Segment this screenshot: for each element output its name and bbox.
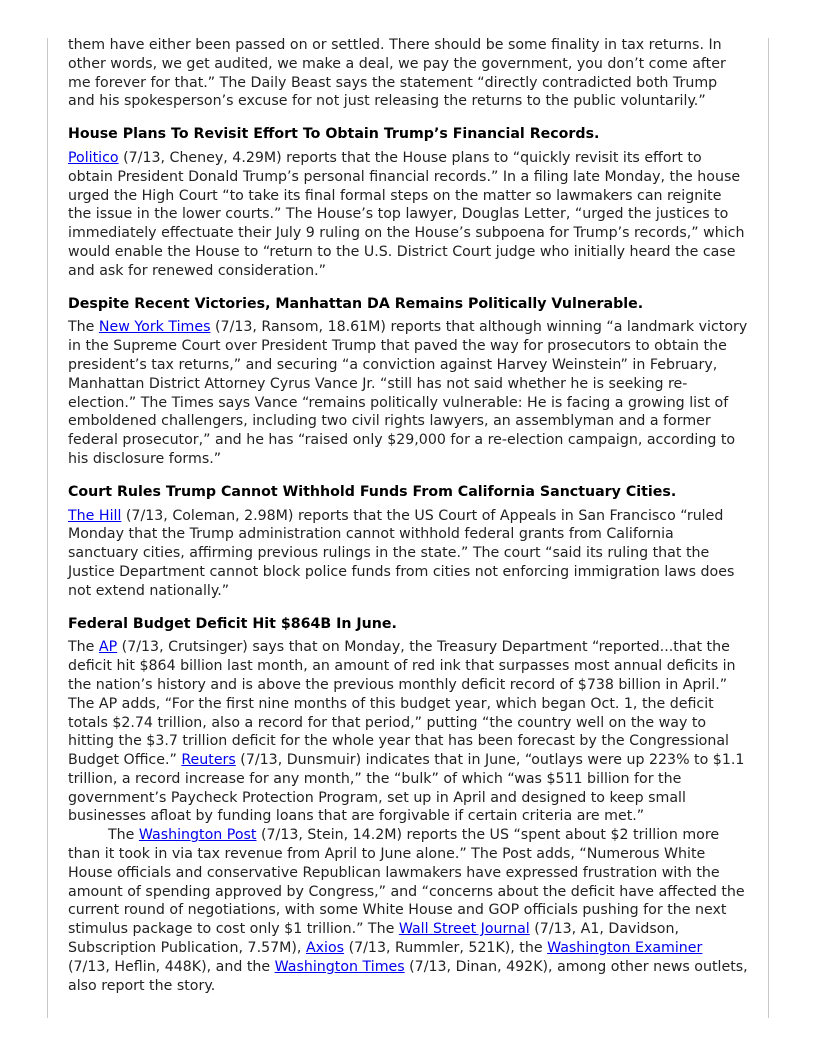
article-paragraph xyxy=(68,149,748,281)
link-politico[interactable]: Politico xyxy=(68,149,119,166)
paragraph-text: The xyxy=(68,319,99,336)
paragraph-text: (7/13, Dunsmuir) indicates that in June, “outlays were up 223% to $1.1 trillion, a record increase for any month,” the “bulk” of which “was $511 billion for the government’s Paycheck Protection Program, set up in April and designed to keep small businesses afloat by funding loans that are forgivable if certain criteria are met.” xyxy=(68,752,745,825)
article-paragraph xyxy=(68,507,748,601)
article-paragraph xyxy=(68,638,748,826)
article-house-financial-records xyxy=(68,125,748,280)
paragraph-text: (7/13, Stein, 14.2M) reports the US “spent about $2 trillion more than it took in via tax revenue from April to June alone.” The Post adds, “Numerous White House officials and conservative Republican lawmakers have expressed frustration with the amount of spending approved by Congress,” and “concerns about the deficit have affected the current round of negotiations, with some White House and GOP officials pushing for the next stimulus package to cost only $1 trillion.” The xyxy=(68,827,745,938)
paragraph-text: (7/13, A1, Davidson, Subscription Publication, 7.57M), xyxy=(68,921,679,957)
article-sanctuary-cities xyxy=(68,483,748,601)
article-manhattan-da xyxy=(68,295,748,469)
paragraph-text: (7/13, Dinan, 492K), among other news outlets, also report the story. xyxy=(68,958,748,994)
link-wall-street-journal[interactable]: Wall Street Journal xyxy=(398,921,530,938)
paragraph-text: (7/13, Crutsinger) says that on Monday, the Treasury Department “reported...that the deficit hit $864 billion last month, an amount of red ink that surpasses most annual deficits in the nation’s history and is above the previous monthly deficit record of $738 billion in April.” The AP adds, “For the first nine months of this budget year, which began Oct. 1, the deficit totals $2.74 trillion, also a record for that period,” putting “the country well on the way to hitting the $3.7 trillion deficit for the whole year that has been forecast by the Congressional Budget Office.” xyxy=(68,639,736,769)
paragraph-text: (7/13, Coleman, 2.98M) reports that the US Court of Appeals in San Francisco “ruled Monday that the Trump administration cannot withhold federal grants from California sanctuary cities, affirming previous rulings in the state.” The court “said its ruling that the Justice Department cannot block police funds from cities not enforcing immigration laws does not extend nationally.” xyxy=(68,507,735,599)
link-ap[interactable]: AP xyxy=(98,639,118,656)
article-budget-deficit xyxy=(68,615,748,996)
article-headline: House Plans To Revisit Effort To Obtain Trump’s Financial Records. xyxy=(68,126,600,143)
link-the-hill[interactable]: The Hill xyxy=(68,507,122,524)
article-headline: Despite Recent Victories, Manhattan DA Remains Politically Vulnerable. xyxy=(68,295,644,312)
link-washington-times[interactable]: Washington Times xyxy=(274,958,405,975)
link-reuters[interactable]: Reuters xyxy=(181,752,236,769)
link-washington-post[interactable]: Washington Post xyxy=(138,827,257,844)
article-paragraph xyxy=(68,318,748,468)
article-paragraph xyxy=(68,826,748,995)
paragraph-text: The xyxy=(68,639,99,656)
article-headline: Federal Budget Deficit Hit $864B In June. xyxy=(68,615,397,632)
article-headline: Court Rules Trump Cannot Withhold Funds From California Sanctuary Cities. xyxy=(68,483,677,500)
paragraph-text: (7/13, Ransom, 18.61M) reports that although winning “a landmark victory in the Supreme Court over President Trump that paved the way for prosecutors to obtain the president’s tax returns,” and securing “a conviction against Harvey Weinstein” in February, Manhattan District Attorney Cyrus Vance Jr. “still has not said whether he is seeking re-election.” The Times says Vance “remains politically vulnerable: He is facing a growing list of emboldened challengers, including two civil rights lawyers, an assemblyman and a former federal prosecutor,” and he has “raised only $29,000 for a re-election campaign, according to his disclosure forms.” xyxy=(68,319,748,467)
link-washington-examiner[interactable]: Washington Examiner xyxy=(547,940,703,957)
paragraph-text: (7/13, Rummler, 521K), the xyxy=(344,940,548,957)
paragraph-text: The xyxy=(108,827,139,844)
document-body xyxy=(68,36,748,995)
paragraph-text: (7/13, Cheney, 4.29M) reports that the House plans to “quickly revisit its effort to obtain President Donald Trump’s personal financial records.” In a filing late Monday, the house urged the High Court “to take its final formal steps on the matter so lawmakers can reignite the issue in the lower courts.” The House’s top lawyer, Douglas Letter, “urged the justices to immediately effectuate their July 9 ruling on the House’s subpoena for Trump’s records,” which would enable the House to “return to the U.S. District Court judge who initially heard the case and ask for renewed consideration.” xyxy=(68,149,745,279)
link-new-york-times[interactable]: New York Times xyxy=(98,319,211,336)
link-axios[interactable]: Axios xyxy=(305,940,345,957)
intro-paragraph: them have either been passed on or settled. There should be some finality in tax returns. In other words, we get audited, we make a deal, we pay the government, you don’t come after me forever for that.” The Daily Beast says the statement “directly contradicted both Trump and his spokesperson’s excuse for not just releasing the returns to the public voluntarily.” xyxy=(68,37,726,110)
paragraph-text: (7/13, Heflin, 448K), and the xyxy=(68,958,275,975)
